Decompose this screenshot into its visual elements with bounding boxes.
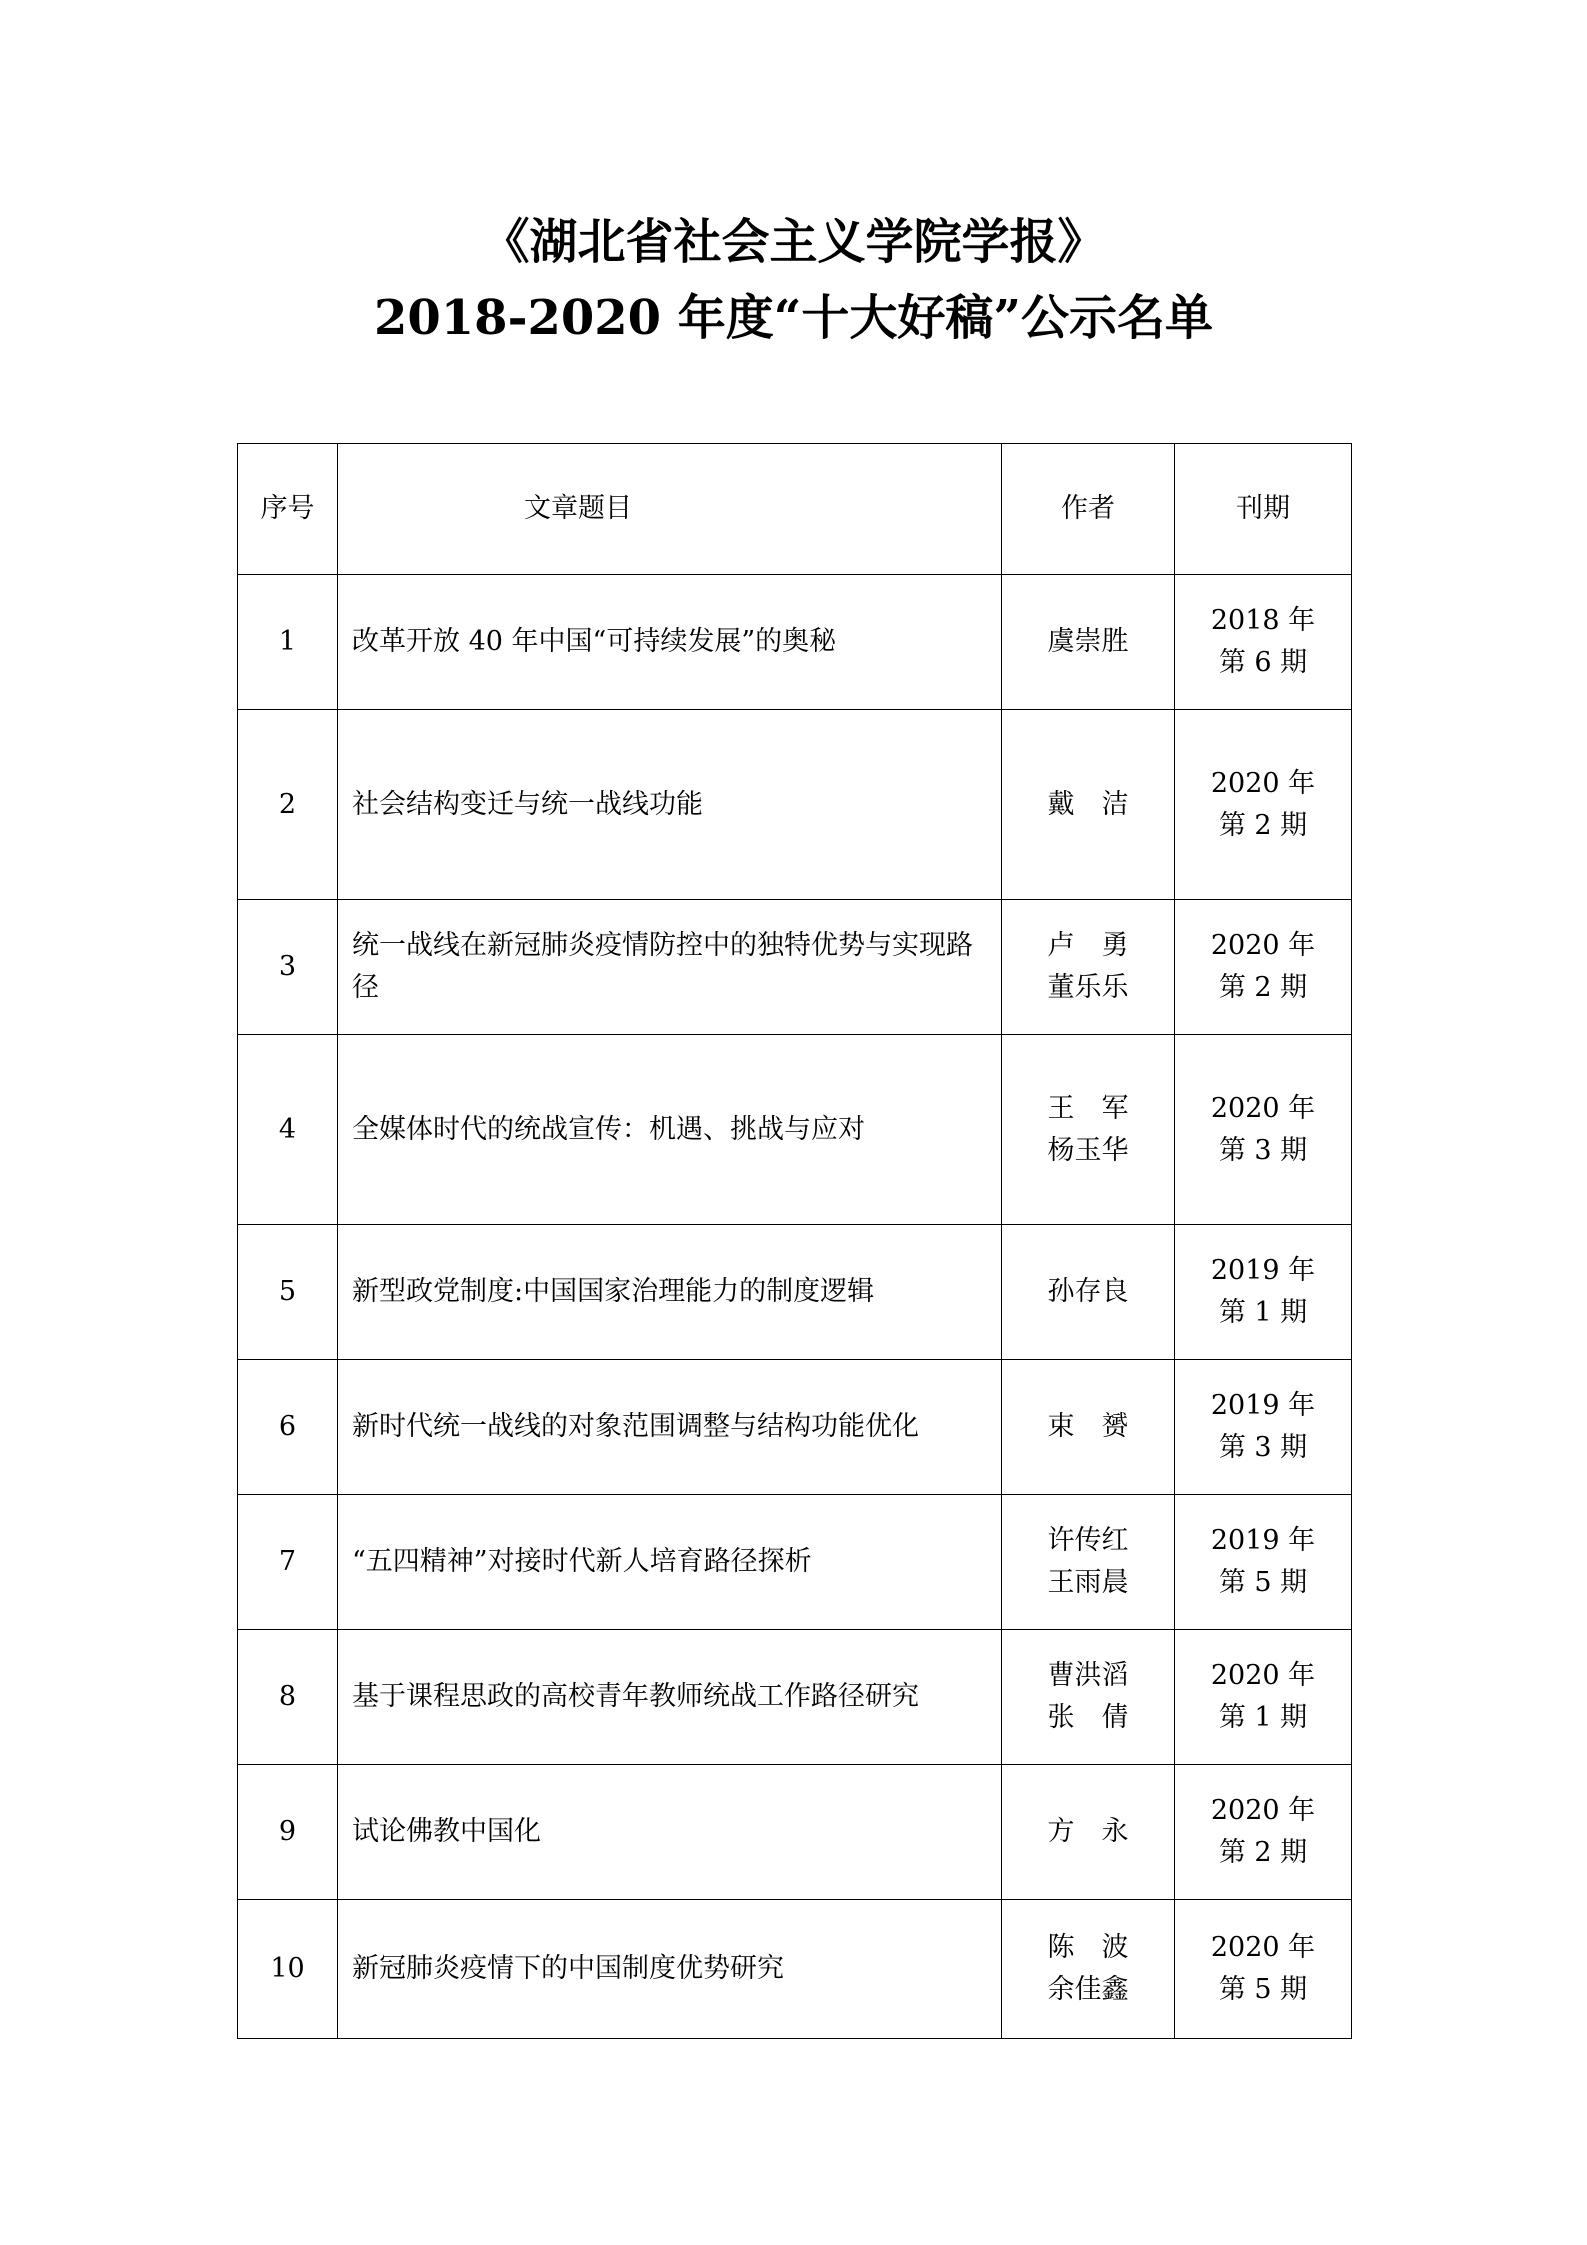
issue-number: 第 6 期: [1218, 647, 1308, 678]
row-no: 9: [238, 1765, 338, 1900]
issue-number: 第 1 期: [1218, 1702, 1308, 1733]
table-row: [238, 1225, 1352, 1360]
issue-number: 第 5 期: [1218, 1974, 1308, 2005]
issue-year: 2020 年: [1210, 1092, 1316, 1124]
row-title: 统一战线在新冠肺炎疫情防控中的独特优势与实现路径: [338, 900, 1002, 1035]
author-name: 董乐乐: [1047, 972, 1129, 1003]
page-title: 《湖北省社会主义学院学报》: [481, 214, 1106, 270]
header-issue: 刊期: [1175, 444, 1352, 575]
row-authors: [1002, 1765, 1175, 1900]
issue-year: 2018 年: [1210, 605, 1316, 636]
row-title: 新型政党制度:中国国家治理能力的制度逻辑: [338, 1225, 1002, 1360]
author-name: 许传红: [1047, 1525, 1129, 1556]
row-authors: [1002, 1225, 1175, 1360]
row-title: 新冠肺炎疫情下的中国制度优势研究: [338, 1900, 1002, 2039]
issue-number: 第 3 期: [1218, 1134, 1308, 1166]
issue-year: 2020 年: [1210, 767, 1316, 799]
row-no: 2: [238, 710, 338, 900]
issue-number: 第 2 期: [1218, 972, 1308, 1003]
row-issue: [1175, 900, 1352, 1035]
issue-year: 2019 年: [1210, 1255, 1316, 1286]
issue-year: 2020 年: [1210, 930, 1316, 961]
table-row: [238, 1035, 1352, 1225]
author-name: 张 倩: [1047, 1702, 1129, 1733]
row-title: 社会结构变迁与统一战线功能: [338, 710, 1002, 900]
row-no: 3: [238, 900, 338, 1035]
page-subtitle: 2018-2020 年度“十大好稿”公示名单: [373, 290, 1214, 346]
row-title: 新时代统一战线的对象范围调整与结构功能优化: [338, 1360, 1002, 1495]
table-row: [238, 900, 1352, 1035]
author-name: 杨玉华: [1047, 1134, 1129, 1166]
row-issue: [1175, 1495, 1352, 1630]
author-name: 虞崇胜: [1047, 626, 1129, 657]
issue-year: 2020 年: [1210, 1660, 1316, 1691]
row-no: 7: [238, 1495, 338, 1630]
author-name: 卢 勇: [1047, 930, 1129, 961]
table-row: [238, 575, 1352, 710]
issue-year: 2019 年: [1210, 1525, 1316, 1556]
row-issue: [1175, 1035, 1352, 1225]
award-list-table: [237, 443, 1352, 2039]
issue-year: 2020 年: [1210, 1795, 1316, 1826]
author-name: 王雨晨: [1047, 1567, 1129, 1598]
header-author: 作者: [1002, 444, 1175, 575]
row-issue: [1175, 1225, 1352, 1360]
row-title: 全媒体时代的统战宣传：机遇、挑战与应对: [338, 1035, 1002, 1225]
row-issue: [1175, 1900, 1352, 2039]
row-no: 4: [238, 1035, 338, 1225]
row-authors: [1002, 710, 1175, 900]
issue-year: 2019 年: [1210, 1390, 1316, 1421]
row-no: 1: [238, 575, 338, 710]
row-title: 试论佛教中国化: [338, 1765, 1002, 1900]
issue-number: 第 2 期: [1218, 1837, 1308, 1868]
author-name: 王 军: [1047, 1092, 1129, 1124]
row-no: 10: [238, 1900, 338, 2039]
row-no: 6: [238, 1360, 338, 1495]
row-issue: [1175, 1360, 1352, 1495]
row-authors: [1002, 575, 1175, 710]
row-issue: [1175, 710, 1352, 900]
author-name: 方 永: [1047, 1816, 1129, 1847]
header-no: 序号: [238, 444, 338, 575]
row-authors: [1002, 1630, 1175, 1765]
author-name: 曹洪滔: [1047, 1660, 1129, 1691]
row-title: “五四精神”对接时代新人培育路径探析: [338, 1495, 1002, 1630]
table-header-row: [238, 444, 1352, 575]
table-row: [238, 1630, 1352, 1765]
table-row: [238, 1765, 1352, 1900]
author-name: 戴 洁: [1047, 788, 1129, 820]
header-article: 文章题目: [338, 444, 1002, 575]
issue-year: 2020 年: [1210, 1932, 1316, 1963]
row-issue: [1175, 1765, 1352, 1900]
table-row: [238, 710, 1352, 900]
author-name: 陈 波: [1047, 1932, 1129, 1963]
row-authors: [1002, 1360, 1175, 1495]
row-authors: [1002, 1900, 1175, 2039]
row-authors: [1002, 900, 1175, 1035]
table-row: [238, 1900, 1352, 2039]
issue-number: 第 5 期: [1218, 1567, 1308, 1598]
row-no: 5: [238, 1225, 338, 1360]
row-authors: [1002, 1495, 1175, 1630]
author-name: 孙存良: [1047, 1276, 1129, 1307]
table-row: [238, 1495, 1352, 1630]
row-issue: [1175, 1630, 1352, 1765]
row-title: 基于课程思政的高校青年教师统战工作路径研究: [338, 1630, 1002, 1765]
author-name: 余佳鑫: [1047, 1974, 1129, 2005]
row-no: 8: [238, 1630, 338, 1765]
table-row: [238, 1360, 1352, 1495]
row-issue: [1175, 575, 1352, 710]
issue-number: 第 3 期: [1218, 1432, 1308, 1463]
author-name: 束 赟: [1047, 1411, 1129, 1442]
issue-number: 第 2 期: [1218, 809, 1308, 841]
issue-number: 第 1 期: [1218, 1297, 1308, 1328]
row-authors: [1002, 1035, 1175, 1225]
row-title: 改革开放 40 年中国“可持续发展”的奥秘: [338, 575, 1002, 710]
